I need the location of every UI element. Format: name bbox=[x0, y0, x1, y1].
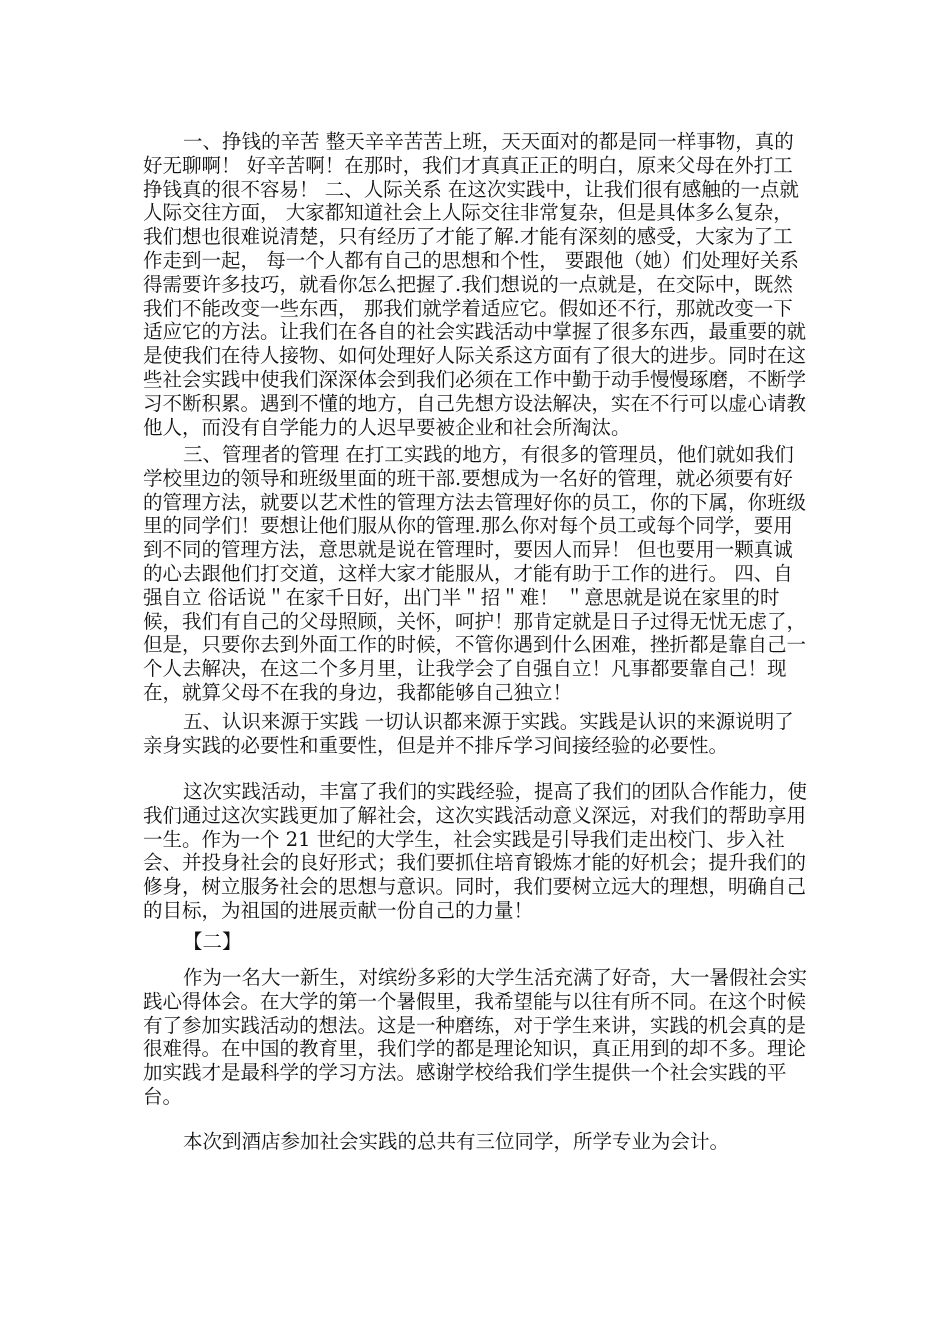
section-heading-2: 【二】 bbox=[183, 930, 242, 953]
paragraph-6: 本次到酒店参加社会实践的总共有三位同学，所学专业为会计。 bbox=[183, 1130, 730, 1153]
paragraph-5: 作为一名大一新生，对缤纷多彩的大学生活充满了好奇，大一暑假社会实践心得体会。在大学的第一个暑假里，我希望能与以往有所不同。在这个时候有了参加实践活动的想法。这是一种磨练，对于学生来讲，实践的机会真的是很难得。在中国的教育里，我们学的都是理论知识，真正用到的却不多。理论加实践才是最科学的学习方法。感谢学校给我们学生提供一个社会实践的平台。 bbox=[143, 966, 808, 1108]
paragraph-1: 一、挣钱的辛苦 整天辛辛苦苦上班，天天面对的都是同一样事物，真的好无聊啊！ 好辛苦啊！在那时，我们才真真正正的明白，原来父母在外打工挣钱真的很不容易！ 二、人际关系 在这次实践中，让我们很有感触的一点就人际交往方面， 大家都知道社会上人际交往非常复杂，但是具体多么复杂，我们想也很难说清楚，只有经历了才能了解.才能有深刻的感受，大家为了工作走到一起， 每一个人都有自己的思想和个性， 要跟他（她）们处理好关系得需要许多技巧，就看你怎么把握了.我们想说的一点就是，在交际中，既然我们不能改变一些东西， 那我们就学着适应它。假如还不行，那就改变一下适应它的方法。让我们在各自的社会实践活动中掌握了很多东西，最重要的就是使我们在待人接物、如何处理好人际关系这方面有了很大的进步。同时在这些社会实践中使我们深深体会到我们必须在工作中勤于动手慢慢琢磨，不断学习不断积累。遇到不懂的地方，自己先想方设法解决，实在不行可以虚心请教他人，而没有自学能力的人迟早要被企业和社会所淘汰。 bbox=[143, 130, 807, 439]
paragraph-2: 三、管理者的管理 在打工实践的地方，有很多的管理员，他们就如我们学校里边的领导和班级里面的班干部.要想成为一名好的管理，就必须要有好的管理方法，就要以艺术性的管理方法去管理好你的员工，你的下属，你班级里的同学们！要想让他们服从你的管理.那么你对每个员工或每个同学，要用到不同的管理方法，意思就是说在管理时，要因人而异！ 但也要用一颗真诚的心去跟他们打交道，这样大家才能服从，才能有助于工作的进行。 四、自强自立 俗话说＂在家千日好，出门半＂招＂难！ ＂意思就是说在家里的时候，我们有自己的父母照顾，关怀，呵护！那肯定就是日子过得无忧无虑了，但是，只要你去到外面工作的时候，不管你遇到什么困难，挫折都是靠自己一个人去解决，在这二个多月里，让我学会了自强自立！凡事都要靠自己！现在，就算父母不在我的身边，我都能够自己独立！ bbox=[143, 443, 807, 704]
paragraph-4: 这次实践活动，丰富了我们的实践经验，提高了我们的团队合作能力，使我们通过这次实践更加了解社会，这次实践活动意义深远，对我们的帮助享用一生。作为一个 21 世纪的大学生，社会实践是引导我们走出校门、步入社会、并投身社会的良好形式；我们要抓住培育锻炼才能的好机会；提升我们的修身，树立服务社会的思想与意识。同时，我们要树立远大的理想，明确自己的目标，为祖国的进展贡献一份自己的力量！ bbox=[143, 780, 808, 922]
paragraph-3: 五、认识来源于实践 一切认识都来源于实践。实践是认识的来源说明了亲身实践的必要性和重要性，但是并不排斥学习间接经验的必要性。 bbox=[143, 710, 794, 757]
